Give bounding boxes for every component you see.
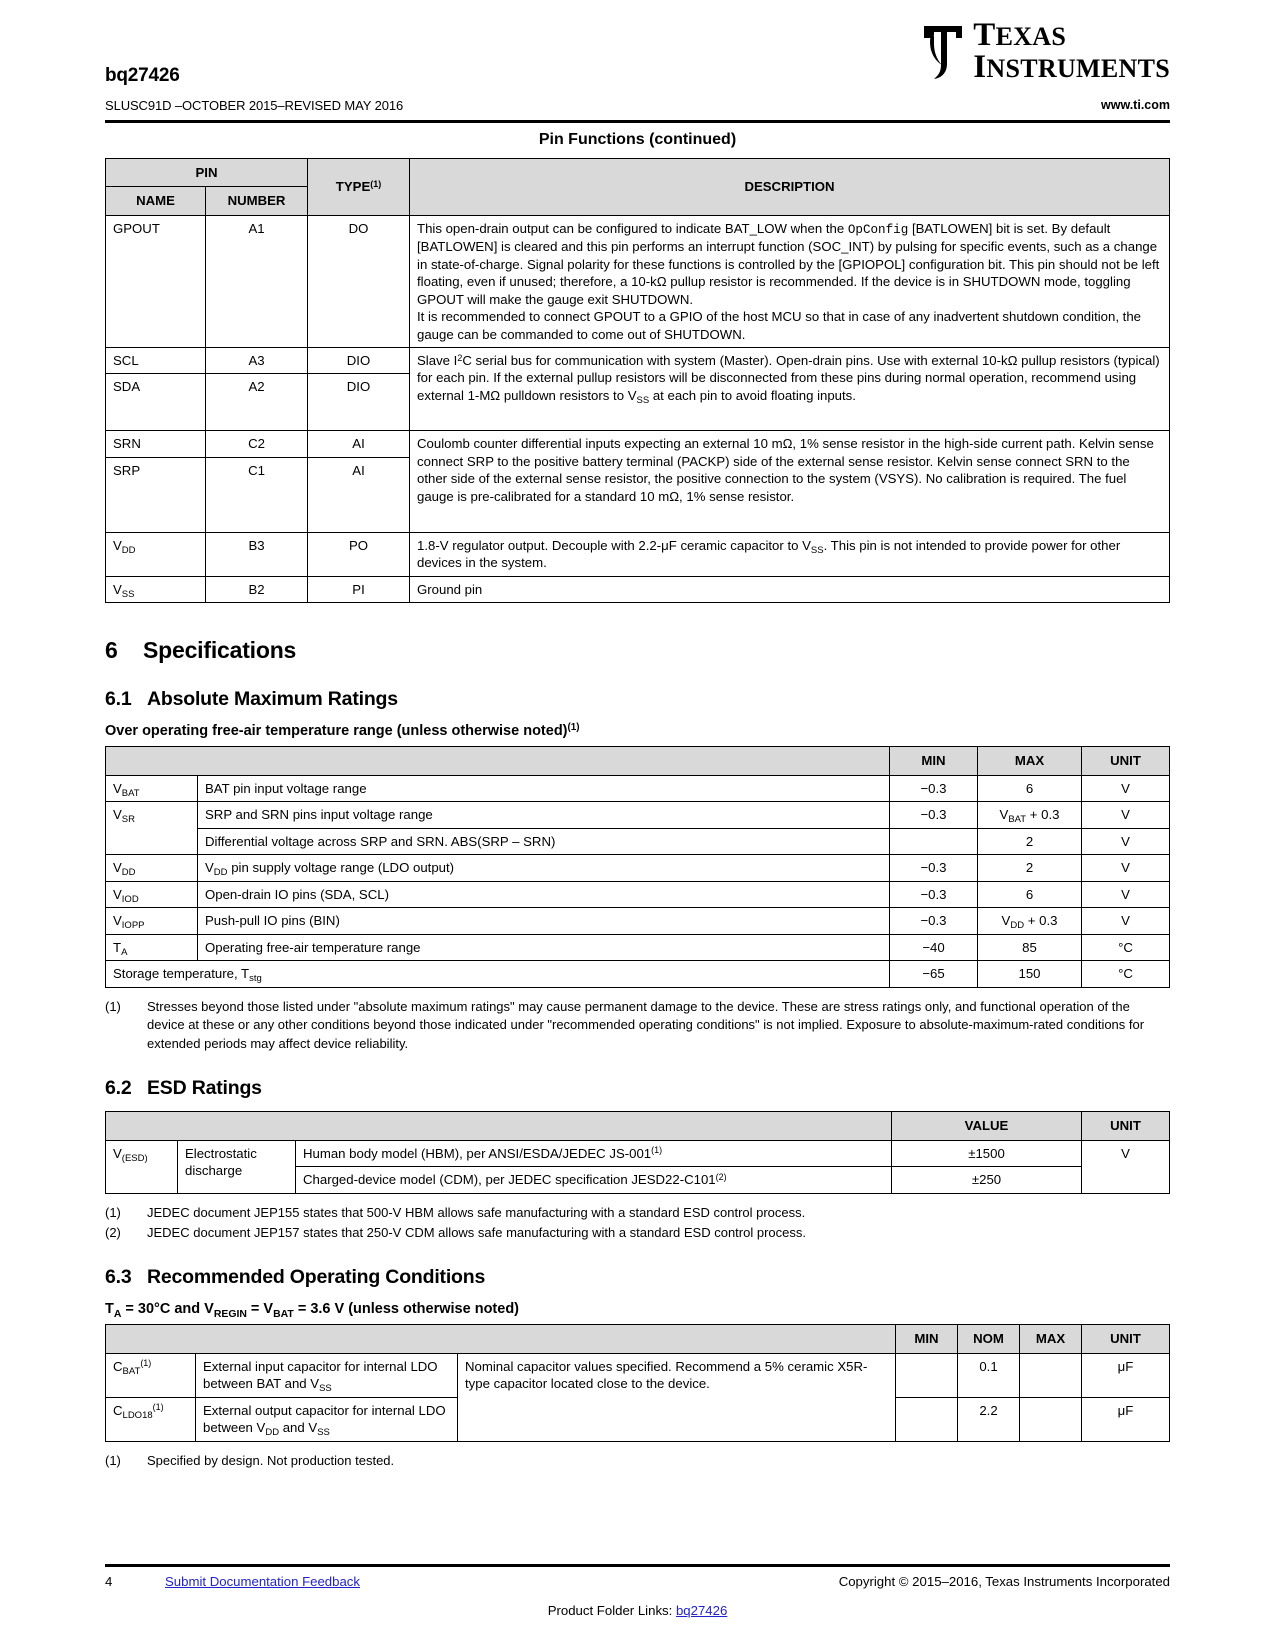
ti-logo-texas: EXAS xyxy=(995,22,1067,51)
table-header-row xyxy=(106,159,1170,187)
table-row xyxy=(106,934,1170,961)
parameter: Storage temperature, $T_{stg}$ xyxy=(106,961,890,988)
parameter: Charged-device model (CDM), per JEDEC specification JESD22-C101$^{(2)}$ xyxy=(296,1167,892,1193)
pin-number: C1 xyxy=(206,457,308,532)
pin-number: A1 xyxy=(206,215,308,347)
table-row xyxy=(106,961,1170,988)
min-value: −0.3 xyxy=(890,802,978,829)
footnote-marker: (1) xyxy=(105,1204,121,1220)
pin-type: PO xyxy=(308,532,410,576)
pin-name: $V_{SS}$ xyxy=(106,576,206,603)
th-max: MAX xyxy=(1020,1325,1082,1353)
max-value: $V_{DD} + 0.3$ xyxy=(978,908,1082,935)
max-value: 150 xyxy=(978,961,1082,988)
max-value: 2 xyxy=(978,828,1082,854)
pin-name: SRP xyxy=(106,457,206,532)
page-footer xyxy=(105,1564,1170,1618)
section-heading-abs-max xyxy=(105,688,1170,711)
pin-number: B2 xyxy=(206,576,308,603)
footnote-text: Specified by design. Not production tested. xyxy=(147,1452,395,1468)
pin-name: GPOUT xyxy=(106,215,206,347)
table-row xyxy=(106,532,1170,576)
max-value: $V_{BAT} + 0.3$ xyxy=(978,802,1082,829)
unit-value: V xyxy=(1082,855,1170,882)
footnote-text: Stresses beyond those listed under "absolute maximum ratings" may cause permanent damage to the device. These are stress ratings only, and functional operation of the device at these or any other conditions beyond those indicated under "recommended operating conditions" is not implied. Exposure to absolute-maximum-rated conditions for extended periods may affect device reliability. xyxy=(147,998,1145,1051)
product-folder-links xyxy=(105,1603,1170,1618)
max-value xyxy=(1020,1397,1082,1441)
section-title: Recommended Operating Conditions xyxy=(147,1266,486,1289)
pin-type: DIO xyxy=(308,347,410,373)
pin-description: Slave $I^2C$ serial bus for communication with system (Master). Open-drain pins. Use with external 10-kΩ pullup resistors (typical) for each pin. If the external pullup resistors will be disconnected from these pins during normal operation, recommend using external 1-MΩ pulldown resistors to $V_{SS}$ at each pin to avoid floating inputs. xyxy=(410,347,1170,430)
roc-footnote xyxy=(105,1452,1170,1470)
table-row xyxy=(106,347,1170,373)
pin-description: 1.8-V regulator output. Decouple with 2.2-μF ceramic capacitor to $V_{SS}$. This pin is not intended to provide power for other devices in the system. xyxy=(410,532,1170,576)
table-row xyxy=(106,855,1170,882)
table-row xyxy=(106,576,1170,603)
pin-number: A3 xyxy=(206,347,308,373)
min-value xyxy=(890,828,978,854)
esd-footnote-1 xyxy=(105,1204,1170,1222)
th-blank xyxy=(106,747,890,775)
th-unit: UNIT xyxy=(1082,1112,1170,1140)
footnote-text: JEDEC document JEP155 states that 500-V HBM allows safe manufacturing with a standard ESD control process. xyxy=(147,1204,806,1220)
table-row xyxy=(106,881,1170,908)
footnote-text: JEDEC document JEP157 states that 250-V CDM allows safe manufacturing with a standard ESD control process. xyxy=(147,1224,806,1240)
ti-logo xyxy=(920,17,1170,85)
abs-max-condition: Over operating free-air temperature range (unless otherwise noted)$^{(1)}$ xyxy=(105,722,580,740)
th-nom: NOM xyxy=(958,1325,1020,1353)
page-header xyxy=(105,0,1170,113)
section-heading-specifications xyxy=(105,637,1170,664)
footnote-marker: (1) xyxy=(105,998,121,1014)
table-header-row xyxy=(106,1325,1170,1353)
th-value: VALUE xyxy=(892,1112,1082,1140)
pin-number: A2 xyxy=(206,374,308,431)
value: ±250 xyxy=(892,1167,1082,1193)
table-row xyxy=(106,775,1170,802)
section-heading-roc xyxy=(105,1266,1170,1289)
th-max: MAX xyxy=(978,747,1082,775)
section-number: 6.2 xyxy=(105,1077,132,1100)
table-row xyxy=(106,908,1170,935)
product-folder-label: Product Folder Links: xyxy=(547,1603,676,1618)
table-row xyxy=(106,802,1170,829)
unit-value: V xyxy=(1082,881,1170,908)
ti-logo-cap-t: T xyxy=(973,17,996,53)
unit-value: °C xyxy=(1082,934,1170,961)
parameter: Open-drain IO pins (SDA, SCL) xyxy=(198,881,890,908)
pin-name: SCL xyxy=(106,347,206,373)
footnote-marker: (2) xyxy=(105,1224,121,1240)
ti-logo-instruments: NSTRUMENTS xyxy=(986,53,1170,83)
max-value: 85 xyxy=(978,934,1082,961)
nom-value: 0.1 xyxy=(958,1353,1020,1397)
min-value: −65 xyxy=(890,961,978,988)
min-value xyxy=(896,1397,958,1441)
th-name: NAME xyxy=(106,187,206,215)
section-number: 6 xyxy=(105,637,118,664)
min-value xyxy=(896,1353,958,1397)
parameter: External output capacitor for internal LDO between $V_{DD}$ and $V_{SS}$ xyxy=(196,1397,458,1441)
parameter: $V_{DD}$ pin supply voltage range (LDO output) xyxy=(198,855,890,882)
parameter: External input capacitor for internal LDO between BAT and $V_{SS}$ xyxy=(196,1353,458,1397)
section-number: 6.3 xyxy=(105,1266,132,1289)
footnote-marker: (1) xyxy=(105,1452,121,1468)
parameter: SRP and SRN pins input voltage range xyxy=(198,802,890,829)
table-header-row xyxy=(106,1112,1170,1140)
section-number: 6.1 xyxy=(105,688,132,711)
footer-left xyxy=(105,1574,360,1589)
th-min: MIN xyxy=(896,1325,958,1353)
pin-description: Ground pin xyxy=(410,576,1170,603)
value: ±1500 xyxy=(892,1140,1082,1166)
unit-value: °C xyxy=(1082,961,1170,988)
submit-feedback-link[interactable]: Submit Documentation Feedback xyxy=(165,1574,360,1589)
th-number: NUMBER xyxy=(206,187,308,215)
pin-type: PI xyxy=(308,576,410,603)
symbol: $C_{BAT}^{(1)}$ xyxy=(106,1353,196,1397)
pin-functions-table xyxy=(105,158,1170,603)
section-title: ESD Ratings xyxy=(147,1077,262,1100)
header-divider xyxy=(105,120,1170,123)
th-pin: PIN xyxy=(106,159,308,187)
footer-divider xyxy=(105,1564,1170,1567)
th-min: MIN xyxy=(890,747,978,775)
th-blank xyxy=(106,1112,892,1140)
ti-logo-cap-i: I xyxy=(973,48,987,85)
abs-max-footnote xyxy=(105,998,1170,1053)
pin-type: DO xyxy=(308,215,410,347)
min-value: −0.3 xyxy=(890,775,978,802)
abs-max-table xyxy=(105,746,1170,988)
table-row xyxy=(106,828,1170,854)
pin-type: AI xyxy=(308,431,410,457)
th-unit: UNIT xyxy=(1082,747,1170,775)
symbol: $T_A$ xyxy=(106,934,198,961)
unit-value: V xyxy=(1082,908,1170,935)
page-number: 4 xyxy=(105,1574,113,1589)
pin-name: $V_{DD}$ xyxy=(106,532,206,576)
symbol: $V_{BAT}$ xyxy=(106,775,198,802)
min-value: −0.3 xyxy=(890,908,978,935)
unit-value: V xyxy=(1082,775,1170,802)
symbol: $V_{IOD}$ xyxy=(106,881,198,908)
unit-value: μF xyxy=(1082,1397,1170,1441)
footer-row xyxy=(105,1574,1170,1589)
min-value: −0.3 xyxy=(890,881,978,908)
document-id: SLUSC91D –OCTOBER 2015–REVISED MAY 2016 xyxy=(105,98,404,113)
roc-condition: $T_A = 30^\circ C$ and $V_{REGIN} = V_{BAT} = 3.6$ V (unless otherwise noted) xyxy=(105,1301,520,1320)
symbol: $V_{DD}$ xyxy=(106,855,198,882)
product-folder-link[interactable]: bq27426 xyxy=(675,1603,728,1618)
th-type: TYPE$^{(1)}$ xyxy=(308,159,410,216)
section-heading-esd xyxy=(105,1077,1170,1100)
section-title: Absolute Maximum Ratings xyxy=(147,688,398,711)
max-value xyxy=(1020,1353,1082,1397)
pin-description: Coulomb counter differential inputs expecting an external 10 mΩ, 1% sense resistor in the high-side current path. Kelvin sense connect SRP to the positive battery terminal (PACKP) side of the external sense resistor. Kelvin sense connect SRN to the other side of the external sense resistor, the positive connection to the system (VSYS). No calibration is required. The fuel gauge is pre-calibrated for a standard 10 mΩ, 1% sense resistor. xyxy=(410,431,1170,532)
table-row xyxy=(106,1140,1170,1166)
pin-functions-caption: Pin Functions (continued) xyxy=(538,131,737,148)
unit-value: V xyxy=(1082,1140,1170,1193)
min-value: −40 xyxy=(890,934,978,961)
symbol: $V_{(ESD)}$ xyxy=(106,1140,178,1193)
part-number: bq27426 xyxy=(105,65,180,86)
table-row xyxy=(106,215,1170,347)
pin-name: SDA xyxy=(106,374,206,431)
symbol: $V_{SR}$ xyxy=(106,802,198,855)
parameter: Push-pull IO pins (BIN) xyxy=(198,908,890,935)
esd-ratings-table xyxy=(105,1111,1170,1193)
unit-value: V xyxy=(1082,802,1170,829)
max-value: 6 xyxy=(978,775,1082,802)
ti-logo-icon xyxy=(920,24,966,80)
pin-name: SRN xyxy=(106,431,206,457)
pin-type: DIO xyxy=(308,374,410,431)
nom-value: 2.2 xyxy=(958,1397,1020,1441)
esd-category: Electrostatic discharge xyxy=(178,1140,296,1193)
shared-description: Nominal capacitor values specified. Recommend a 5% ceramic X5R-type capacitor located close to the device. xyxy=(458,1353,896,1441)
symbol: $V_{IOPP}$ xyxy=(106,908,198,935)
parameter: Human body model (HBM), per ANSI/ESDA/JEDEC JS-001$^{(1)}$ xyxy=(296,1140,892,1166)
parameter: Operating free-air temperature range xyxy=(198,934,890,961)
roc-table xyxy=(105,1324,1170,1441)
pin-number: B3 xyxy=(206,532,308,576)
table-row xyxy=(106,1353,1170,1397)
pin-description: This open-drain output can be configured to indicate BAT_LOW when the OpConfig [BATLOWEN] bit is set. By default [BATLOWEN] is cleared and this pin performs an interrupt function (SOC_INT) by pulsing for specific events, such as a change in state-of-charge. Signal polarity for these functions is controlled by the [GPIOPOL] configuration bit. This pin should not be left floating, even if unused; therefore, a 10-kΩ pullup resistor is recommended. If the device is in SHUTDOWN mode, toggling GPOUT will make the gauge exit SHUTDOWN. It is recommended to connect GPOUT to a GPIO of the host MCU so that in case of any inadvertent shutdown condition, the gauge can be commanded to come out of SHUTDOWN. xyxy=(410,215,1170,347)
symbol: $C_{LDO18}^{(1)}$ xyxy=(106,1397,196,1441)
pin-type: AI xyxy=(308,457,410,532)
copyright-text: Copyright © 2015–2016, Texas Instruments Incorporated xyxy=(838,1574,1170,1589)
th-unit: UNIT xyxy=(1082,1325,1170,1353)
th-blank xyxy=(106,1325,896,1353)
parameter: Differential voltage across SRP and SRN. ABS(SRP – SRN) xyxy=(198,828,890,854)
th-description: DESCRIPTION xyxy=(410,159,1170,216)
ti-website-link[interactable]: www.ti.com xyxy=(1101,98,1170,112)
table-row xyxy=(106,431,1170,457)
unit-value: μF xyxy=(1082,1353,1170,1397)
parameter: BAT pin input voltage range xyxy=(198,775,890,802)
section-title: Specifications xyxy=(143,637,297,664)
table-header-row xyxy=(106,747,1170,775)
ti-logo-wordmark xyxy=(973,17,1170,85)
max-value: 2 xyxy=(978,855,1082,882)
pin-number: C2 xyxy=(206,431,308,457)
max-value: 6 xyxy=(978,881,1082,908)
min-value: −0.3 xyxy=(890,855,978,882)
unit-value: V xyxy=(1082,828,1170,854)
esd-footnote-2 xyxy=(105,1224,1170,1242)
